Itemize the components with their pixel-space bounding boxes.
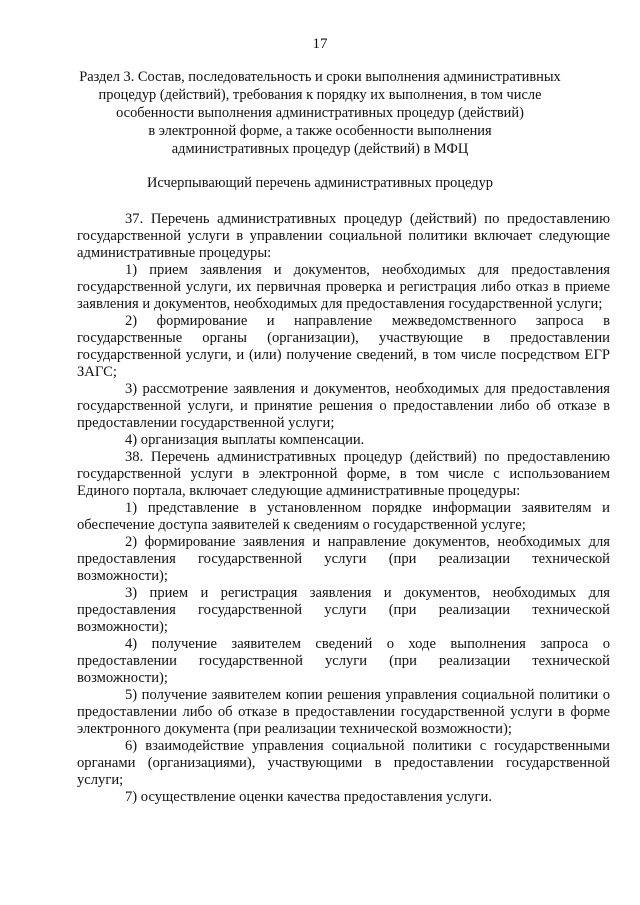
page-number: 17 [312,36,328,52]
section-title-line: Раздел 3. Состав, последовательность и сроки выполнения административных [79,69,561,85]
section-title-line: в электронной форме, а также особенности выполнения [148,123,492,139]
list-item: 1) представление в установленном порядке информации заявителям и обеспечение доступа заявителей к сведениям о государственной услуге; [77,500,610,533]
list-item: 6) взаимодействие управления социальной политики с государственными органами (организациями), участвующими в предоставлении государственной услуги; [77,738,610,788]
section-title-line: процедур (действий), требования к порядку их выполнения, в том числе [98,87,542,103]
paragraph-38: 38. Перечень административных процедур (действий) по предоставлению государственной услуги в электронной форме, в том числе с использованием Единого портала, включает следующие административные процедуры: [77,449,610,499]
paragraph-37: 37. Перечень административных процедур (действий) по предоставлению государственной услуги в управлении социальной политики включает следующие административные процедуры: [77,211,610,261]
list-item: 2) формирование и направление межведомственного запроса в государственные органы (организации), участвующие в предоставлении государственной услуги, и (или) получение сведений, в том числе посредством ЕГР ЗАГС; [77,313,610,380]
list-item: 4) организация выплаты компенсации. [125,432,365,448]
section-title-line: особенности выполнения административных процедур (действий) [116,105,524,121]
list-item: 5) получение заявителем копии решения управления социальной политики о предоставлении либо об отказе в предоставлении государственной услуги в форме электронного документа (при реализации технической возможности); [77,687,610,737]
list-item: 1) прием заявления и документов, необходимых для предоставления государственной услуги, их первичная проверка и регистрация либо отказ в приеме заявления и документов, необходимых для предоставления государственной услуги; [77,262,610,312]
document-body [77,211,610,806]
list-item: 4) получение заявителем сведений о ходе выполнения запроса о предоставлении государственной услуги (при реализации технической возможности); [77,636,610,686]
section-title [70,68,570,158]
section-title-line: административных процедур (действий) в МФЦ [171,141,469,157]
list-item: 3) прием и регистрация заявления и документов, необходимых для предоставления государственной услуги (при реализации технической возможности); [77,585,610,635]
list-item: 2) формирование заявления и направление документов, необходимых для предоставления государственной услуги (при реализации технической возможности); [77,534,610,584]
list-item: 7) осуществление оценки качества предоставления услуги. [125,789,492,805]
subsection-heading: Исчерпывающий перечень административных процедур [147,175,493,191]
list-item: 3) рассмотрение заявления и документов, необходимых для предоставления государственной услуги, и принятие решения о предоставлении либо об отказе в предоставлении государственной услуги; [77,381,610,431]
